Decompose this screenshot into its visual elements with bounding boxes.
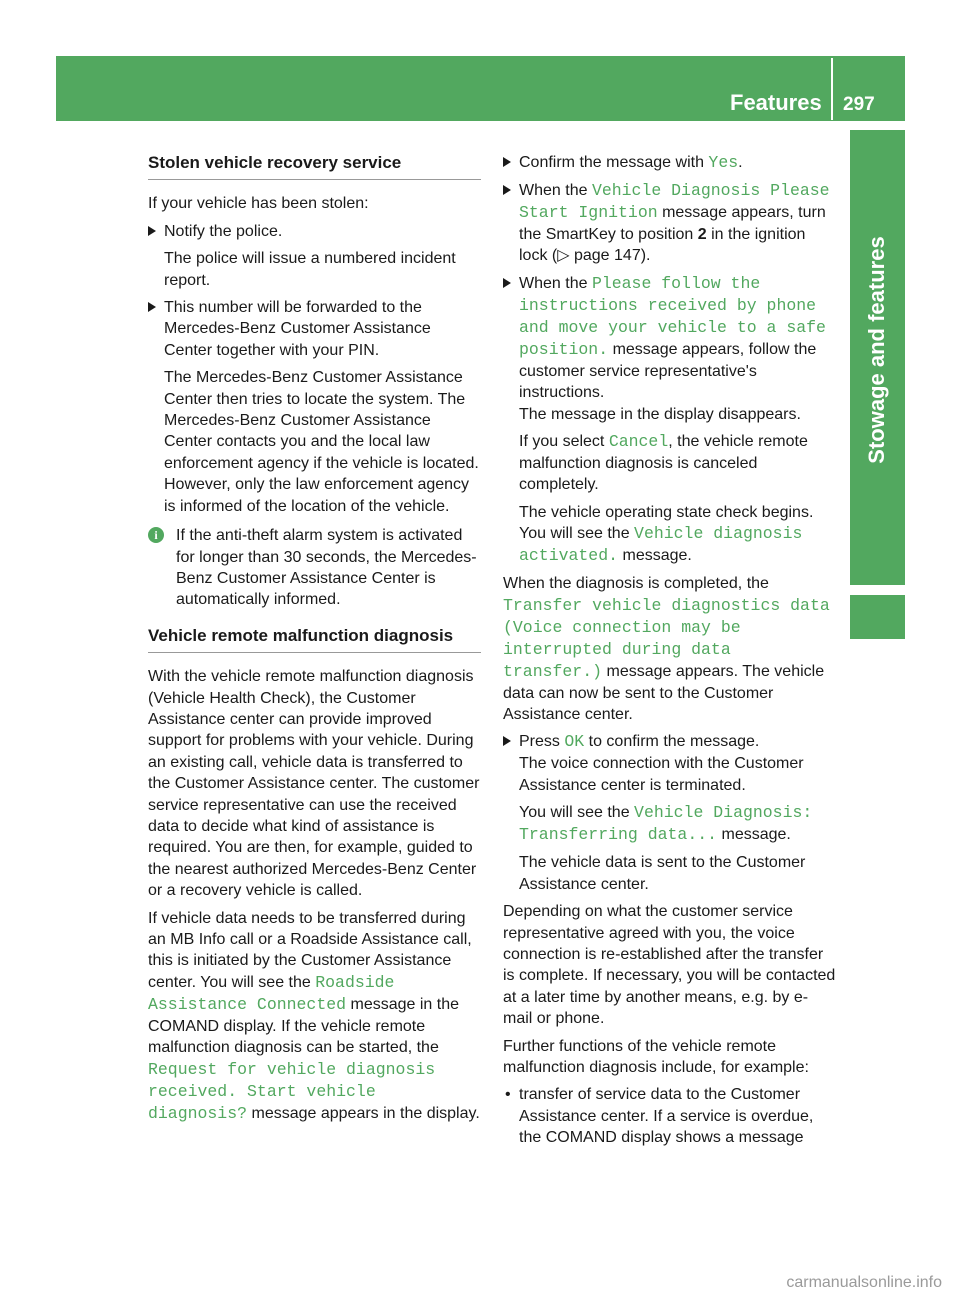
display-message: Roadside Assistance Connected: [148, 972, 395, 1014]
step-result: The police will issue a numbered incident report.: [164, 250, 456, 289]
paragraph: Further functions of the vehicle remote malfunction diagnosis include, for example:: [503, 1037, 809, 1076]
paragraph: If vehicle data needs to be transferred during an MB Info call or a Roadside Assistance call, this is initiated by the Customer Assistance center. You will see the Roadside Assistance Connected message in the COMAND display. If the vehicle remote malfunction diagnosis can be started, the Request for vehicle diagnosis received. Start vehicle diagnosis? message appears in the display.: [148, 909, 480, 1123]
chapter-tab-label: Stowage and features: [864, 236, 889, 464]
bullet-mark: •: [505, 1086, 511, 1104]
display-message: Vehicle Diagnosis Please Start Ignition: [519, 181, 830, 222]
step-result: If you select Cancel, the vehicle remote malfunction diagnosis is canceled completely.: [519, 432, 808, 494]
page-number: 297: [843, 94, 875, 115]
step-arrow-icon: [148, 302, 156, 312]
step-follow-instructions: When the Please follow the instructions received by phone and move your vehicle to a safe position. message appears, follow the customer service representative's instructions. The message in the display disappears.: [503, 273, 836, 425]
step-arrow-icon: [503, 185, 511, 195]
paragraph: With the vehicle remote malfunction diagnosis (Vehicle Health Check), the Customer Assistance center can provide improved support for problems with your vehicle. During an existing call, vehicle data is transferred to the Customer Assistance center. The customer service representative can use the received data to decide what kind of assistance is required. You are then, for example, guided to the nearest authorized Mercedes-Benz Center or a recovery vehicle is called.: [148, 668, 480, 900]
display-message: Yes: [708, 153, 739, 172]
step-result: The vehicle operating state check begins. You will see the Vehicle diagnosis activated. message.: [519, 503, 814, 566]
step-notify-police: Notify the police.: [148, 221, 481, 242]
info-icon: i: [148, 527, 164, 543]
step-forward-number: This number will be forwarded to the Mercedes-Benz Customer Assistance Center together with your PIN.: [148, 297, 481, 361]
step-arrow-icon: [503, 278, 511, 288]
section-title: Features: [730, 90, 822, 115]
watermark: carmanualsonline.info: [786, 1274, 942, 1291]
display-message: Request for vehicle diagnosis received. Start vehicle diagnosis?: [148, 1059, 436, 1123]
right-column: [503, 152, 836, 1155]
display-message: Transfer vehicle diagnostics data (Voice connection may be interrupted during data transfer.): [503, 595, 830, 681]
heading-stolen-vehicle: Stolen vehicle recovery service: [148, 152, 481, 180]
display-message: Vehicle diagnosis activated.: [519, 524, 803, 566]
display-message: Vehicle Diagnosis: Transferring data...: [519, 803, 813, 845]
display-message: Cancel: [608, 432, 669, 452]
chapter-marker: [850, 595, 905, 639]
paragraph: Depending on what the customer service representative agreed with you, the voice connection is re-established after the transfer is complete. If necessary, you will be contacted at a later time by another means, e.g. by e-mail or phone.: [503, 903, 836, 1028]
step-arrow-icon: [503, 736, 511, 746]
step-result: You will see the Vehicle Diagnosis: Transferring data... message.: [519, 803, 813, 845]
display-message: Please follow the instructions received by phone and move your vehicle to a safe position.: [519, 273, 826, 359]
step-press-ok: Press OK to confirm the message. The voice connection with the Customer Assistance center is terminated.: [503, 731, 836, 796]
step-result: The Mercedes-Benz Customer Assistance Center then tries to locate the system. The Mercedes-Benz Customer Assistance Center contacts you and the local law enforcement agency if the vehicle is located. However, only the law enforcement agency is informed of the location of the vehicle.: [164, 369, 479, 515]
display-message: OK: [564, 732, 585, 752]
step-start-ignition: When the Vehicle Diagnosis Please Start Ignition message appears, turn the SmartKey to position 2 in the ignition lock (▷ page 147).: [503, 180, 836, 267]
list-item: • transfer of service data to the Customer Assistance center. If a service is overdue, the COMAND display shows a message: [505, 1086, 814, 1147]
header-divider: [831, 58, 833, 120]
step-result: The vehicle data is sent to the Customer Assistance center.: [519, 854, 806, 893]
step-arrow-icon: [148, 226, 156, 236]
step-confirm-yes: Confirm the message with Yes.: [503, 152, 836, 174]
left-column: [148, 152, 481, 1131]
step-arrow-icon: [503, 157, 511, 167]
paragraph: When the diagnosis is completed, the Transfer vehicle diagnostics data (Voice connection may be interrupted during data transfer.) message appears. The vehicle data can now be sent to the Customer Assistance center.: [503, 575, 830, 724]
heading-remote-diagnosis: Vehicle remote malfunction diagnosis: [148, 625, 481, 653]
intro-text: If your vehicle has been stolen:: [148, 195, 369, 213]
info-note: i If the anti-theft alarm system is activated for longer than 30 seconds, the Mercedes-Benz Customer Assistance Center is automatically informed.: [148, 525, 481, 611]
